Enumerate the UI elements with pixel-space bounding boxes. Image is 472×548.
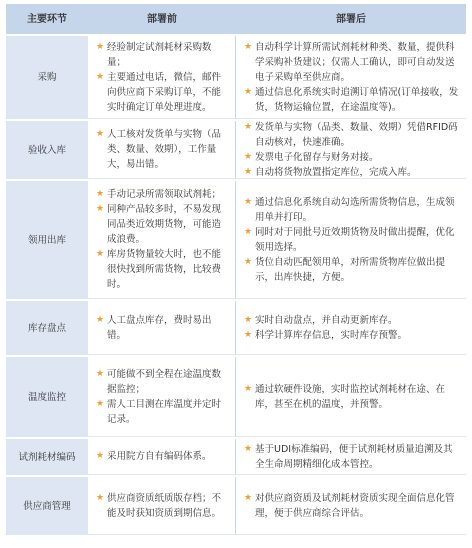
list-item: ★ 主要通过电话，微信，邮件向供应商下采购订单，不能实时确定订单处理进度。 [96,71,222,113]
star-icon: ★ [244,226,253,237]
row-label-outbound: 领用出库 [6,181,88,299]
row-label-coding: 试剂耗材编码 [6,439,88,475]
list-item: ★ 需人工目测在库温度并定时记录。 [96,398,222,425]
before-coding [88,439,236,475]
row-label-supplier: 供应商管理 [6,477,88,535]
star-icon: ★ [96,249,105,259]
list-item: ★ 实时自动盘点，并自动更新库存。 [244,314,398,326]
star-icon: ★ [96,71,105,82]
list-item: ★ 可能做不到全程在途温度数据监控； [96,368,222,395]
star-icon: ★ [96,368,105,379]
star-icon: ★ [244,86,253,97]
star-icon: ★ [244,443,253,454]
star-icon: ★ [244,121,253,132]
star-icon: ★ [96,41,105,52]
list-item: ★ 货位自动匹配领用单，对所需货物库位做出提示，出库快捷，方便。 [244,256,446,283]
list-item: ★ 库房货物量较大时，也不能很快找到所需货物，比较费时。 [96,249,222,290]
comparison-table [6,4,466,535]
after-receiving [236,121,466,179]
list-item: ★ 经验制定试剂耗材采购数量； [96,41,212,68]
list-item: ★ 通过软硬件设施，实时监控试剂耗材在途、在库，甚至在机的温度，并预警。 [244,383,446,410]
list-item: ★ 通过信息化系统自动勾选所需货物信息，生成领用单并打印。 [244,196,455,223]
star-icon: ★ [244,196,253,207]
after-procurement [236,36,466,119]
list-item: ★ 基于UDI标准编码，便于试剂耗材质量追溯及其全生命周期精细化成本管控。 [244,443,453,470]
list-item: ★ 发票电子化留存与财务对接。 [244,151,379,163]
star-icon: ★ [244,314,253,325]
list-item: ★ 人工盘点库存，费时易出错。 [96,314,212,341]
list-item: ★ 手动记录所需领取试剂耗； [96,189,222,200]
row-label-inventory: 库存盘点 [6,301,88,355]
list-item: ★ 供应商资质纸质版存档；不能及时获知资质到期信息。 [96,492,222,519]
header-before: 部署前 [88,4,236,34]
before-outbound [88,181,236,299]
list-item: ★ 科学计算库存信息，实时库存预警。 [244,329,408,341]
list-item: ★ 对供应商资质及试剂耗材资质实现全面信息化管理，便于供应商综合评估。 [244,492,455,519]
star-icon: ★ [244,166,253,177]
before-inventory [88,301,236,355]
star-icon: ★ [96,451,105,461]
list-item: ★ 通过信息化系统实时追溯订单情况(订单接收，发货，货物运输位置，在途温度等)。 [244,86,459,113]
before-temperature [88,357,236,437]
star-icon: ★ [96,398,105,409]
before-procurement [88,36,236,119]
header-stage: 主要环节 [6,4,88,34]
before-supplier [88,477,236,535]
list-item: ★ 采用院方自有编码体系。 [96,451,212,462]
star-icon: ★ [96,492,105,503]
star-icon: ★ [244,383,253,394]
list-item: ★ 自动科学计算所需试剂耗材种类、数量，提供科学采购补货建议；仅需人工确认，即可自动发送电子采购单至供应商。 [244,41,455,83]
star-icon: ★ [244,41,253,52]
header-after: 部署后 [236,4,466,34]
after-inventory [236,301,466,355]
after-temperature [236,357,466,437]
star-icon: ★ [96,189,105,199]
row-label-procurement: 采购 [6,36,88,119]
after-supplier [236,477,466,535]
list-item: ★ 发货单与实物（品类、数量、效期）凭借RFID码自动核对，快速准确。 [244,121,458,148]
after-coding [236,439,466,475]
star-icon: ★ [96,314,105,325]
after-outbound [236,181,466,299]
before-receiving [88,121,236,179]
list-item: ★ 同种产品较多时，不易发现同品类近效期货物，可能造成浪费。 [96,204,222,245]
star-icon: ★ [244,256,253,267]
star-icon: ★ [244,151,253,162]
list-item: ★ 自动将货物放置指定库位，完成入库。 [244,166,417,178]
list-item: ★ 人工核对发货单与实物（品类、数量、效期），工作量大，易出错。 [96,129,222,170]
row-label-receiving: 验收入库 [6,121,88,179]
list-item: ★ 同时对于同批号近效期货物及时做出提醒，优化领用选择。 [244,226,455,253]
row-label-temperature: 温度监控 [6,357,88,437]
star-icon: ★ [96,204,105,214]
star-icon: ★ [96,129,105,139]
star-icon: ★ [244,329,253,340]
star-icon: ★ [244,492,253,503]
